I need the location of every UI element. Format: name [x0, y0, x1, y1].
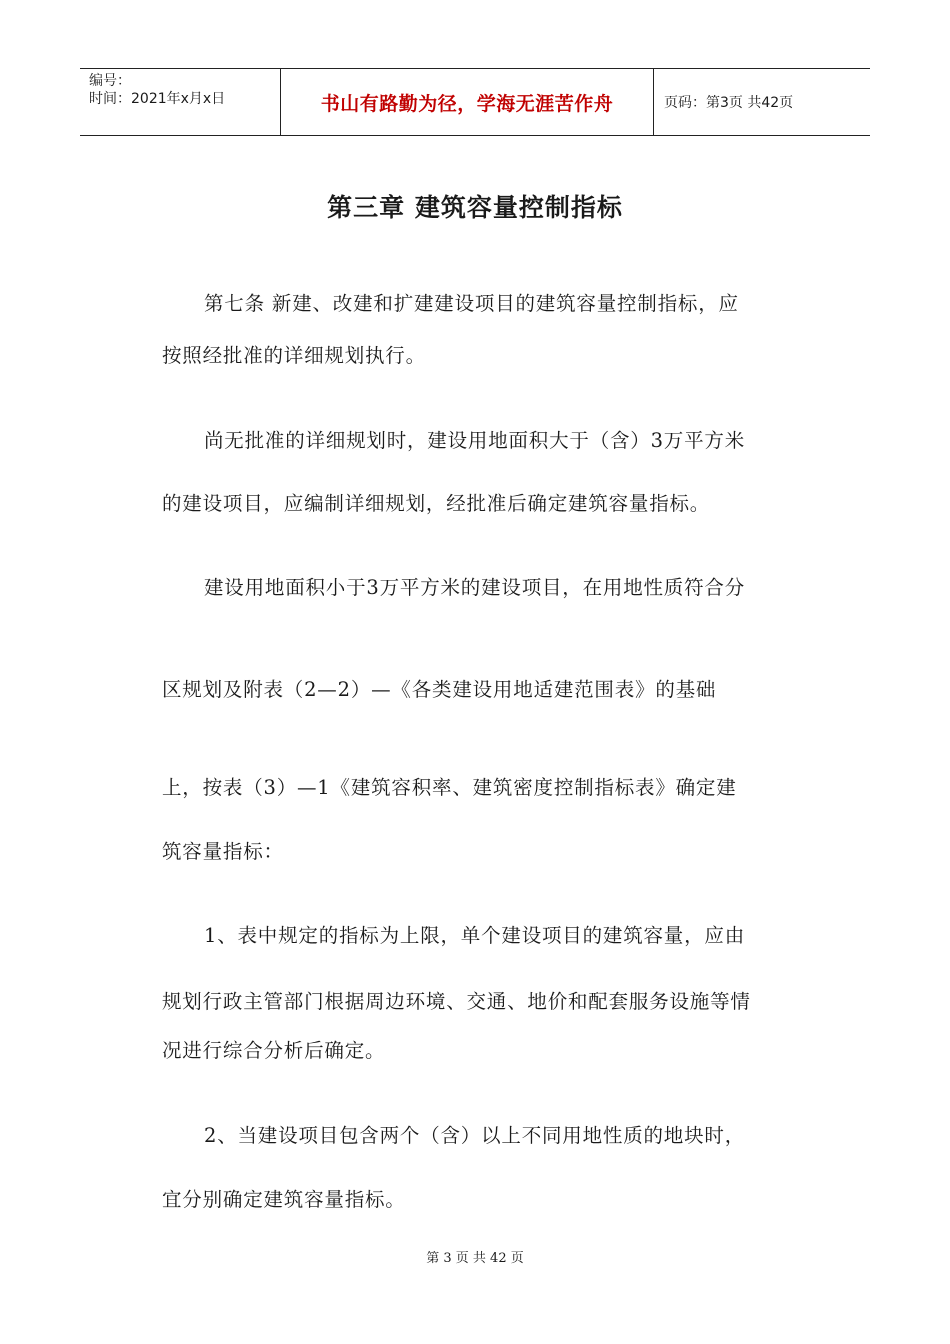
- body-line: 的建设项目，应编制详细规划，经批准后确定建筑容量指标。: [162, 492, 711, 515]
- body-line: 上，按表（3）—1《建筑容积率、建筑密度控制指标表》确定建: [162, 776, 737, 799]
- body-line: 规划行政主管部门根据周边环境、交通、地价和配套服务设施等情: [162, 990, 751, 1013]
- body-line: 第七条 新建、改建和扩建建设项目的建筑容量控制指标，应: [204, 292, 739, 315]
- document-number-label: 编号：: [89, 73, 131, 89]
- body-line: 2、当建设项目包含两个（含）以上不同用地性质的地块时，: [204, 1124, 746, 1147]
- document-date: 时间：2021年x月x日: [89, 91, 226, 107]
- body-line: 筑容量指标：: [162, 840, 284, 863]
- header-page-info: 页码：第3页 共42页: [664, 95, 794, 111]
- body-line: 1、表中规定的指标为上限，单个建设项目的建筑容量，应由: [204, 924, 746, 947]
- header-meta: [80, 69, 281, 135]
- body-line: 区规划及附表（2—2）—《各类建设用地适建范围表》的基础: [162, 678, 717, 701]
- body-line: 建设用地面积小于3万平方米的建设项目，在用地性质符合分: [204, 576, 746, 599]
- body-line: 宜分别确定建筑容量指标。: [162, 1188, 406, 1211]
- body-line: 尚无批准的详细规划时，建设用地面积大于（含）3万平方米: [204, 429, 746, 452]
- page-header: [80, 68, 870, 136]
- header-motto: 书山有路勤为径，学海无涯苦作舟: [281, 69, 654, 135]
- body-line: 按照经批准的详细规划执行。: [162, 344, 426, 367]
- page-footer: 第 3 页 共 42 页: [426, 1251, 524, 1266]
- chapter-title: 第三章 建筑容量控制指标: [327, 193, 623, 222]
- body-line: 况进行综合分析后确定。: [162, 1039, 386, 1062]
